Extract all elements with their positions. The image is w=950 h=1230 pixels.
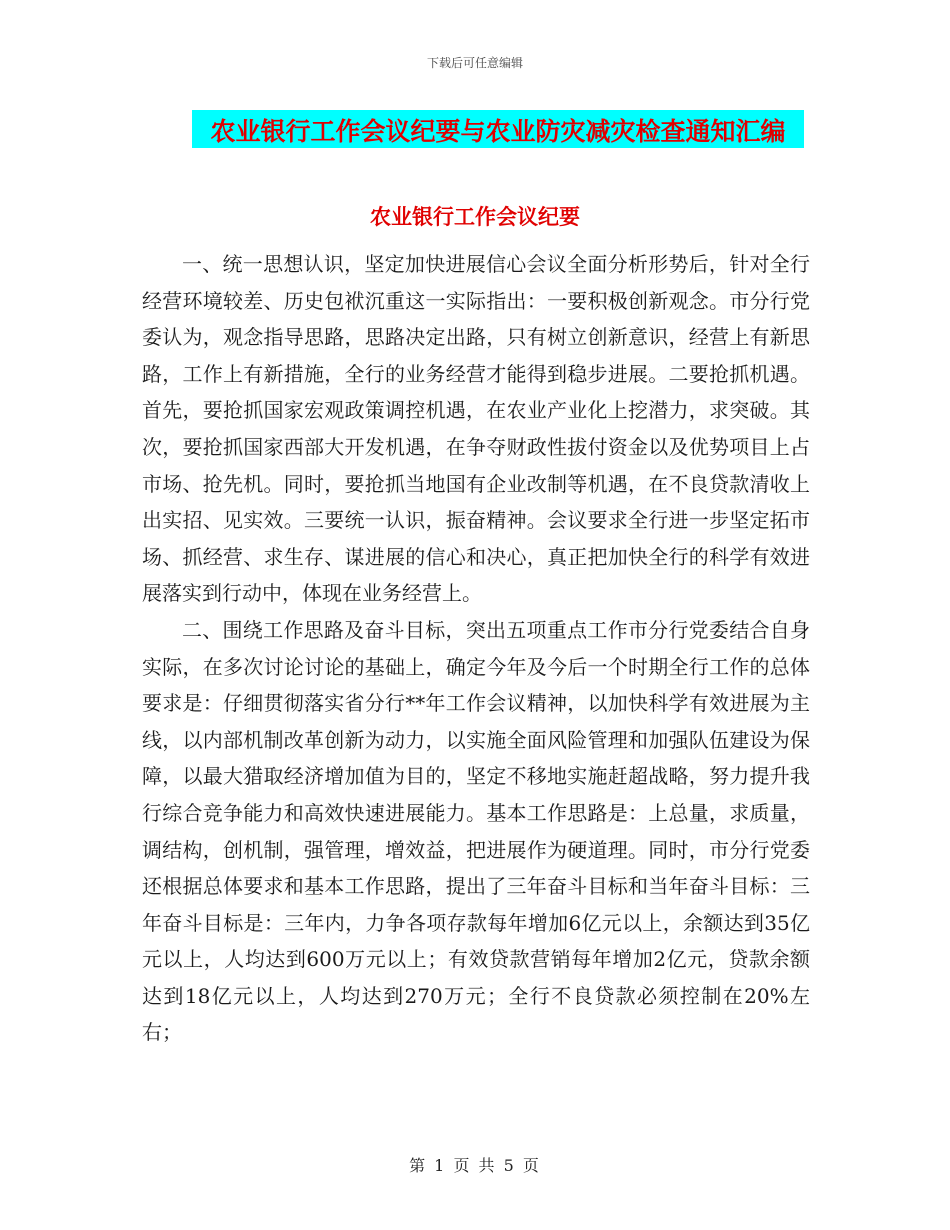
page-number: 第 1 页 共 5 页 [409,1156,541,1175]
page-header-note: 下载后可任意编辑 [426,56,523,70]
document-title: 农业银行工作会议纪要与农业防灾减灾检查通知汇编 [210,117,786,146]
document-body [142,246,810,1051]
paragraph-1: 一、统一思想认识，坚定加快进展信心会议全面分析形势后，针对全行经营环境较差、历史包袱沉重这一实际指出：一要积极创新观念。市分行党委认为，观念指导思路，思路决定出路，只有树立创新意识，经营上有新思路，工作上有新措施，全行的业务经营才能得到稳步进展。二要抢抓机遇。首先，要抢抓国家宏观政策调控机遇，在农业产业化上挖潜力，求突破。其次，要抢抓国家西部大开发机遇，在争夺财政性拔付资金以及优势项目上占市场、抢先机。同时，要抢抓当地国有企业改制等机遇，在不良贷款清收上出实招、见实效。三要统一认识，振奋精神。会议要求全行进一步坚定拓市场、抓经营、求生存、谋进展的信心和决心，真正把加快全行的科学有效进展落实到行动中，体现在业务经营上。 [142,252,810,606]
section-title: 农业银行工作会议纪要 [370,205,580,229]
paragraph-2: 二、围绕工作思路及奋斗目标，突出五项重点工作市分行党委结合自身实际，在多次讨论讨论的基础上，确定今年及今后一个时期全行工作的总体要求是：仔细贯彻落实省分行**年工作会议精神，以加快科学有效进展为主线，以内部机制改革创新为动力，以实施全面风险管理和加强队伍建设为保障，以最大猎取经济增加值为目的，坚定不移地实施赶超战略，努力提升我行综合竞争能力和高效快速进展能力。基本工作思路是：上总量，求质量，调结构，创机制，强管理，增效益，把进展作为硬道理。同时，市分行党委还根据总体要求和基本工作思路，提出了三年奋斗目标和当年奋斗目标：三年奋斗目标是：三年内，力争各项存款每年增加6亿元以上，余额达到35亿元以上，人均达到600万元以上；有效贷款营销每年增加2亿元，贷款余额达到18亿元以上，人均达到270万元；全行不良贷款必须控制在20%左右； [142,617,810,1045]
